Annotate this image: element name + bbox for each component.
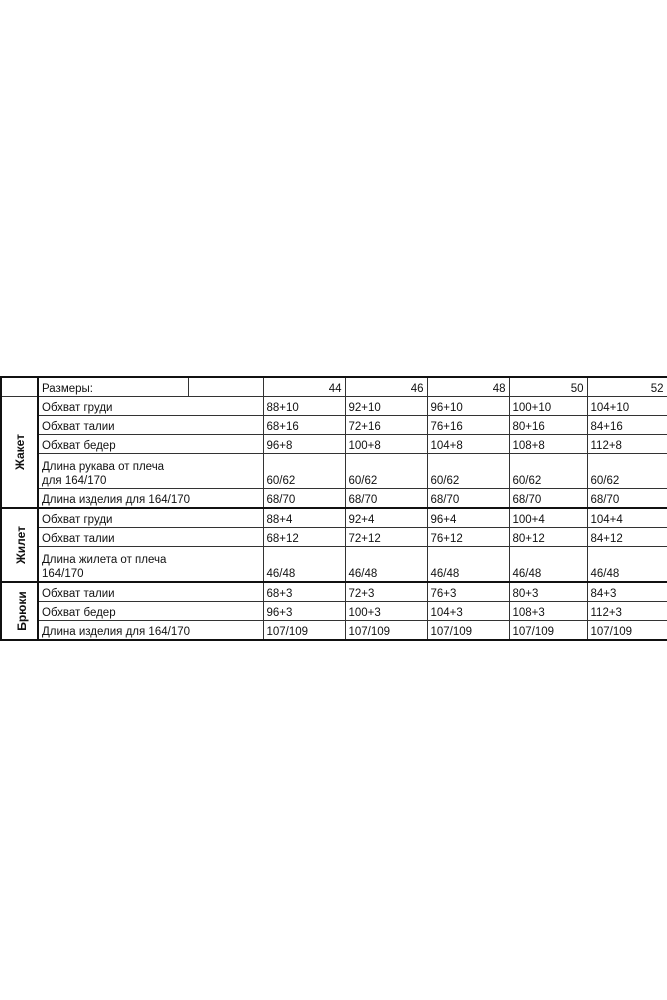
cell: 84+12: [587, 528, 667, 547]
cell: 60/62: [587, 454, 667, 489]
cell: 80+12: [509, 528, 587, 547]
cell: 92+4: [345, 508, 427, 528]
cell: 104+3: [427, 602, 509, 621]
row-label-line2: для 164/170: [42, 475, 107, 487]
table-row: [1, 435, 667, 454]
row-label: Обхват талии: [38, 582, 263, 602]
cell: 76+12: [427, 528, 509, 547]
cell: 96+10: [427, 397, 509, 416]
cell: 72+3: [345, 582, 427, 602]
cell: 107/109: [263, 621, 345, 641]
cell: 68/70: [263, 489, 345, 509]
row-label: Обхват бедер: [38, 602, 263, 621]
cell: 46/48: [427, 547, 509, 583]
size-46: 46: [345, 377, 427, 397]
cell: 68/70: [509, 489, 587, 509]
cell: 68/70: [345, 489, 427, 509]
table-row: [1, 528, 667, 547]
cell: 68/70: [587, 489, 667, 509]
cell: 96+4: [427, 508, 509, 528]
size-50: 50: [509, 377, 587, 397]
size-44: 44: [263, 377, 345, 397]
row-label-line1: Длина жилета от плеча: [42, 554, 167, 566]
row-label-line1: Длина рукава от плеча: [42, 461, 165, 473]
row-label: Длина изделия для 164/170: [38, 489, 263, 509]
cell: 76+16: [427, 416, 509, 435]
cell: 104+8: [427, 435, 509, 454]
row-label: [38, 547, 263, 583]
cell: 112+8: [587, 435, 667, 454]
cell: 72+12: [345, 528, 427, 547]
table-row: [1, 416, 667, 435]
table-row: [1, 454, 667, 489]
row-label: Обхват талии: [38, 416, 263, 435]
cell: 88+10: [263, 397, 345, 416]
size-52: 52: [587, 377, 667, 397]
cell: 107/109: [427, 621, 509, 641]
table-row: [1, 489, 667, 509]
cell: 108+8: [509, 435, 587, 454]
cell: 72+16: [345, 416, 427, 435]
cell: 60/62: [345, 454, 427, 489]
cell: 80+3: [509, 582, 587, 602]
cell: 100+8: [345, 435, 427, 454]
group-label-vest: Жилет: [1, 508, 38, 582]
cell: 76+3: [427, 582, 509, 602]
row-label-line2: 164/170: [42, 568, 84, 580]
row-label: Обхват груди: [38, 397, 263, 416]
cell: 107/109: [509, 621, 587, 641]
cell: 107/109: [345, 621, 427, 641]
size-48: 48: [427, 377, 509, 397]
cell: 88+4: [263, 508, 345, 528]
cell: 100+4: [509, 508, 587, 528]
cell: 68+16: [263, 416, 345, 435]
cell: 104+10: [587, 397, 667, 416]
cell: 84+16: [587, 416, 667, 435]
cell: 60/62: [427, 454, 509, 489]
group-label-trousers: Брюки: [1, 582, 38, 640]
cell: 108+3: [509, 602, 587, 621]
cell: 96+3: [263, 602, 345, 621]
cell: 100+10: [509, 397, 587, 416]
cell: 112+3: [587, 602, 667, 621]
cell: 68+3: [263, 582, 345, 602]
size-chart-sheet: [0, 376, 667, 641]
header-label: Размеры:: [38, 377, 188, 397]
cell: 92+10: [345, 397, 427, 416]
cell: 84+3: [587, 582, 667, 602]
cell: 60/62: [509, 454, 587, 489]
header-row: [1, 377, 667, 397]
row-label: Обхват груди: [38, 508, 263, 528]
cell: 96+8: [263, 435, 345, 454]
cell: 107/109: [587, 621, 667, 641]
table-row: [1, 602, 667, 621]
row-label: [38, 454, 263, 489]
cell: 100+3: [345, 602, 427, 621]
header-spacer: [188, 377, 263, 397]
table-row: [1, 397, 667, 416]
cell: 60/62: [263, 454, 345, 489]
cell: 80+16: [509, 416, 587, 435]
size-chart-table: [0, 376, 667, 641]
group-label-jacket: Жакет: [1, 397, 38, 509]
table-row: [1, 547, 667, 583]
row-label: Обхват бедер: [38, 435, 263, 454]
row-label: Длина изделия для 164/170: [38, 621, 263, 641]
row-label: Обхват талии: [38, 528, 263, 547]
cell: 68/70: [427, 489, 509, 509]
cell: 104+4: [587, 508, 667, 528]
cell: 46/48: [587, 547, 667, 583]
cell: 46/48: [263, 547, 345, 583]
table-row: [1, 508, 667, 528]
header-corner: [1, 377, 38, 397]
cell: 46/48: [345, 547, 427, 583]
cell: 68+12: [263, 528, 345, 547]
table-row: [1, 621, 667, 641]
table-row: [1, 582, 667, 602]
cell: 46/48: [509, 547, 587, 583]
